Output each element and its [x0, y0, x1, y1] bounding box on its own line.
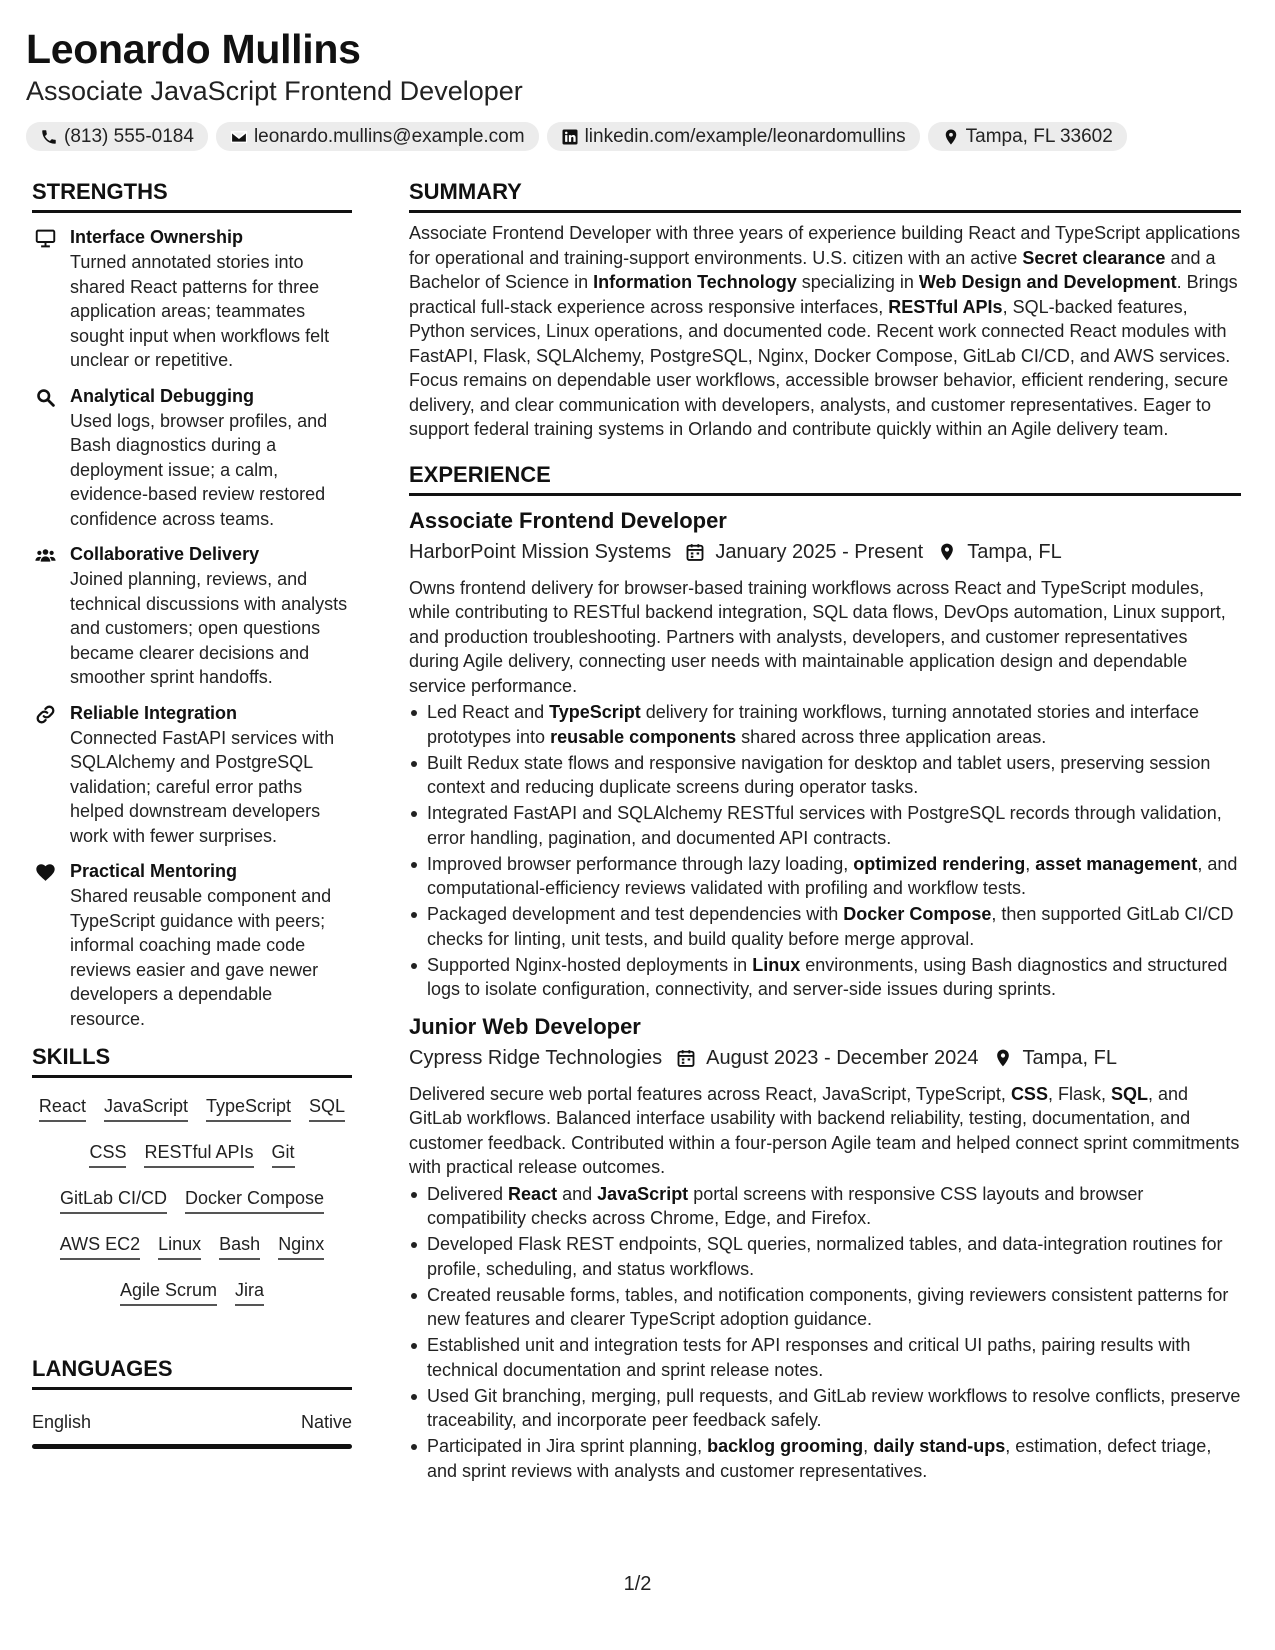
emphasis-text: TypeScript — [549, 702, 641, 722]
candidate-name: Leonardo Mullins — [26, 26, 361, 72]
strength-desc: Connected FastAPI services with SQLAlchemy and PostgreSQL validation; careful error paths helped downstream developers work with fewer surprises. — [70, 727, 335, 846]
text-run: Delivered secure web portal features across React, JavaScript, TypeScript, — [409, 1083, 1011, 1104]
text-run: and a Bachelor of Science in — [409, 247, 1216, 292]
company-name: Cypress Ridge Technologies — [409, 1046, 663, 1069]
text-run: Used Git branching, merging, pull requests, and GitLab review workflows to resolve conflicts, preserve traceability, and incorporate peer feedback safely. — [427, 1385, 1241, 1430]
role-location: Tampa, FL — [967, 540, 1062, 563]
strength-desc: Joined planning, reviews, and technical discussions with analysts and customers; open questions became clearer decisions and smoother sprint handoffs. — [70, 569, 348, 687]
experience-entry — [409, 506, 1241, 1002]
bullet-item — [409, 1333, 1241, 1382]
emphasis-text: RESTful APIs — [888, 296, 1003, 317]
location-pill — [928, 122, 1127, 151]
text-run: Associate Frontend Developer with three years of experience building React and TypeScript applications for operational and training-support environments. U.S. citizen with an active — [409, 223, 1241, 268]
strengths-heading: STRENGTHS — [32, 177, 352, 213]
resume-header — [26, 24, 1246, 151]
text-run: , then supported GitLab CI/CD checks for linting, unit tests, and build quality before merge approval. — [427, 904, 1234, 949]
text-run: Developed Flask REST endpoints, SQL queries, normalized tables, and data-integration routines for profile, scheduling, and status workflows. — [427, 1234, 1223, 1279]
phone-text: (813) 555-0184 — [64, 125, 194, 147]
emphasis-text: SQL — [1110, 1083, 1148, 1104]
skill-tag: Bash — [219, 1232, 260, 1260]
text-run: Delivered — [427, 1183, 509, 1204]
bullet-item — [409, 801, 1241, 850]
strength-item — [32, 384, 352, 532]
bullet-item — [409, 1283, 1241, 1332]
text-run: specializing in — [796, 272, 919, 292]
language-level: Native — [300, 1412, 352, 1432]
text-run: delivery for training workflows, turning annotated stories and interface prototypes into — [427, 702, 1200, 747]
calendar-icon — [685, 542, 705, 562]
calendar-icon — [676, 1048, 696, 1068]
text-run: . Brings practical full-stack experience across responsive interfaces, — [409, 272, 1238, 317]
text-run: Supported Nginx-hosted deployments in — [427, 954, 753, 975]
skill-tag: Jira — [235, 1278, 264, 1306]
skill-tag: RESTful APIs — [144, 1140, 253, 1168]
bullet-item — [409, 1384, 1241, 1433]
strength-desc: Shared reusable component and TypeScript guidance with peers; informal coaching made code reviews easier and gave newer developers a dependable resource. — [70, 886, 332, 1029]
emphasis-text: Secret clearance — [1022, 247, 1166, 268]
summary-text — [409, 221, 1241, 442]
envelope-icon — [230, 128, 248, 146]
bullet-item — [409, 902, 1241, 951]
skill-tag: JavaScript — [104, 1094, 188, 1122]
text-run: Integrated FastAPI and SQLAlchemy RESTful services with PostgreSQL records through validation, error handling, pagination, and documented API contracts. — [427, 803, 1222, 848]
text-run: Owns frontend delivery for browser-based training workflows across React and TypeScript modules, while contributing to RESTful backend integration, SQL data flows, DevOps automation, Linux support, and production troubleshooting. Partners with analysts, developers, and customer representatives during Agile delivery, connecting user needs with maintainable application design and dependable service performance. — [409, 577, 1226, 696]
role-bullets — [409, 700, 1241, 1002]
experience-heading: EXPERIENCE — [409, 460, 1241, 496]
text-run: shared across three application areas. — [736, 726, 1047, 747]
map-pin-icon — [993, 1048, 1013, 1068]
bullet-item — [409, 1434, 1241, 1483]
map-pin-icon — [942, 128, 960, 146]
strength-title: Practical Mentoring — [70, 861, 238, 881]
role-title: Associate Frontend Developer — [409, 507, 727, 533]
text-run: , and GitLab workflows. Balanced interface usability with backend reliability, testing, documentation, and customer feedback. Contributed within a four-person Agile team and helped connect sprint commitments with practical release outcomes. — [409, 1083, 1240, 1177]
location-text: Tampa, FL 33602 — [965, 125, 1113, 147]
role-meta — [409, 1044, 1241, 1072]
bullet-item — [409, 700, 1241, 749]
link-icon — [35, 704, 56, 725]
email-text: leonardo.mullins@example.com — [253, 125, 525, 147]
search-icon — [35, 387, 56, 408]
role-meta — [409, 538, 1241, 566]
text-run: portal screens with responsive CSS layouts and browser compatibility checks across Chrome, Edge, and Firefox. — [427, 1183, 1144, 1228]
language-row — [32, 1410, 352, 1434]
text-run: Created reusable forms, tables, and notification components, giving reviewers consistent patterns for new features and clearer TypeScript adoption guidance. — [427, 1284, 1229, 1329]
emphasis-text: CSS — [1010, 1083, 1048, 1104]
experience-entry — [409, 1012, 1241, 1484]
text-run: , — [1025, 853, 1036, 874]
strengths-list — [32, 225, 352, 1031]
strength-item — [32, 859, 352, 1031]
skills-heading: SKILLS — [32, 1042, 352, 1078]
emphasis-text: Linux — [752, 954, 801, 975]
candidate-title: Associate JavaScript Frontend Developer — [26, 76, 523, 106]
skill-tag: Docker Compose — [185, 1186, 324, 1214]
language-name: English — [32, 1412, 92, 1432]
company-name: HarborPoint Mission Systems — [409, 540, 672, 563]
skill-tag: CSS — [89, 1140, 126, 1168]
skills-list — [32, 1078, 352, 1324]
text-run: , estimation, defect triage, and sprint reviews with analysts and customer representatives. — [427, 1436, 1212, 1481]
languages-section — [32, 1354, 352, 1449]
skill-tag: React — [39, 1094, 86, 1122]
contact-bar — [26, 122, 1246, 151]
emphasis-text: asset management — [1035, 853, 1198, 874]
text-run: Improved browser performance through lazy loading, — [427, 853, 854, 874]
role-dates: January 2025 - Present — [715, 540, 924, 563]
role-description — [409, 1082, 1241, 1180]
strength-item — [32, 225, 352, 373]
skill-tag: AWS EC2 — [60, 1232, 140, 1260]
bullet-item — [409, 751, 1241, 800]
role-title: Junior Web Developer — [409, 1013, 641, 1039]
skills-section — [32, 1042, 352, 1324]
skill-tag: TypeScript — [206, 1094, 291, 1122]
bullet-item — [409, 852, 1241, 901]
text-run: , — [863, 1436, 874, 1456]
text-run: Packaged development and test dependencies with — [427, 904, 844, 924]
phone-pill[interactable] — [26, 122, 208, 151]
skill-tag: Linux — [158, 1232, 201, 1260]
summary-heading: SUMMARY — [409, 177, 1241, 213]
emphasis-text: Information Technology — [593, 272, 797, 292]
emphasis-text: backlog grooming — [707, 1436, 864, 1456]
users-icon — [35, 545, 56, 566]
emphasis-text: React — [508, 1183, 558, 1204]
emphasis-text: Web Design and Development — [918, 272, 1177, 292]
skill-tag: Agile Scrum — [120, 1278, 217, 1306]
page-number: 1/2 — [623, 1573, 652, 1595]
text-run: Participated in Jira sprint planning, — [427, 1436, 708, 1456]
skill-tag: SQL — [309, 1094, 345, 1122]
text-run: environments, using Bash diagnostics and structured logs to isolate configuration, connectivity, and server-side issues during sprints. — [427, 954, 1228, 999]
text-run: Led React and — [427, 702, 550, 722]
monitor-icon — [35, 228, 56, 249]
language-proficiency-bar — [32, 1444, 352, 1449]
role-location: Tampa, FL — [1022, 1046, 1117, 1069]
strength-item — [32, 701, 352, 849]
strength-title: Interface Ownership — [70, 227, 244, 247]
experience-section — [409, 460, 1241, 1484]
phone-icon — [40, 128, 58, 146]
emphasis-text: optimized rendering — [853, 853, 1026, 874]
text-run: and — [557, 1183, 598, 1204]
email-pill[interactable] — [216, 122, 539, 151]
text-run: , and computational-efficiency reviews validated with profiling and workflow tests. — [427, 853, 1238, 898]
left-column — [32, 177, 352, 1449]
bullet-item — [409, 1182, 1241, 1231]
emphasis-text: Docker Compose — [843, 904, 992, 924]
map-pin-icon — [937, 542, 957, 562]
linkedin-text: linkedin.com/example/leonardomullins — [584, 125, 906, 147]
bullet-item — [409, 953, 1241, 1002]
languages-heading: LANGUAGES — [32, 1354, 352, 1390]
emphasis-text: daily stand-ups — [873, 1436, 1006, 1456]
strength-title: Reliable Integration — [70, 702, 238, 723]
heart-icon — [35, 862, 56, 883]
text-run: Built Redux state flows and responsive navigation for desktop and tablet users, preserving session context and reducing duplicate screens during operator tasks. — [427, 752, 1211, 797]
right-column — [409, 177, 1241, 1485]
bullet-item — [409, 1232, 1241, 1281]
text-run: , SQL-backed features, Python services, Linux operations, and documented code. Recent work connected React modules with FastAPI, Flask, SQLAlchemy, PostgreSQL, Nginx, Docker Compose, GitLab CI/CD, and AWS services. Focus remains on dependable user workflows, accessible browser behavior, efficient rendering, secure delivery, and clear communication with developers, analysts, and customer representatives. Eager to support federal training systems in Orlando and contribute quickly within an Agile delivery team. — [409, 296, 1231, 439]
skill-tag: Git — [272, 1140, 295, 1168]
skill-tag: Nginx — [278, 1232, 324, 1260]
linkedin-icon — [561, 128, 579, 146]
role-description — [409, 576, 1241, 699]
text-run: , Flask, — [1047, 1083, 1111, 1104]
strength-item — [32, 542, 352, 690]
skill-tag: GitLab CI/CD — [60, 1186, 167, 1214]
emphasis-text: JavaScript — [597, 1183, 689, 1204]
role-bullets — [409, 1182, 1241, 1484]
linkedin-pill[interactable] — [547, 122, 920, 151]
emphasis-text: reusable components — [550, 726, 737, 747]
strength-title: Analytical Debugging — [70, 385, 255, 406]
strength-desc: Turned annotated stories into shared React patterns for three application areas; teammates sought input when workflows felt unclear or repetitive. — [70, 252, 330, 370]
strength-title: Collaborative Delivery — [70, 544, 260, 564]
role-dates: August 2023 - December 2024 — [706, 1046, 979, 1069]
text-run: Established unit and integration tests for API responses and critical UI paths, pairing results with technical documentation and sprint release notes. — [427, 1335, 1191, 1380]
strength-desc: Used logs, browser profiles, and Bash diagnostics during a deployment issue; a calm, evidence-based review restored confidence across teams. — [70, 410, 328, 529]
